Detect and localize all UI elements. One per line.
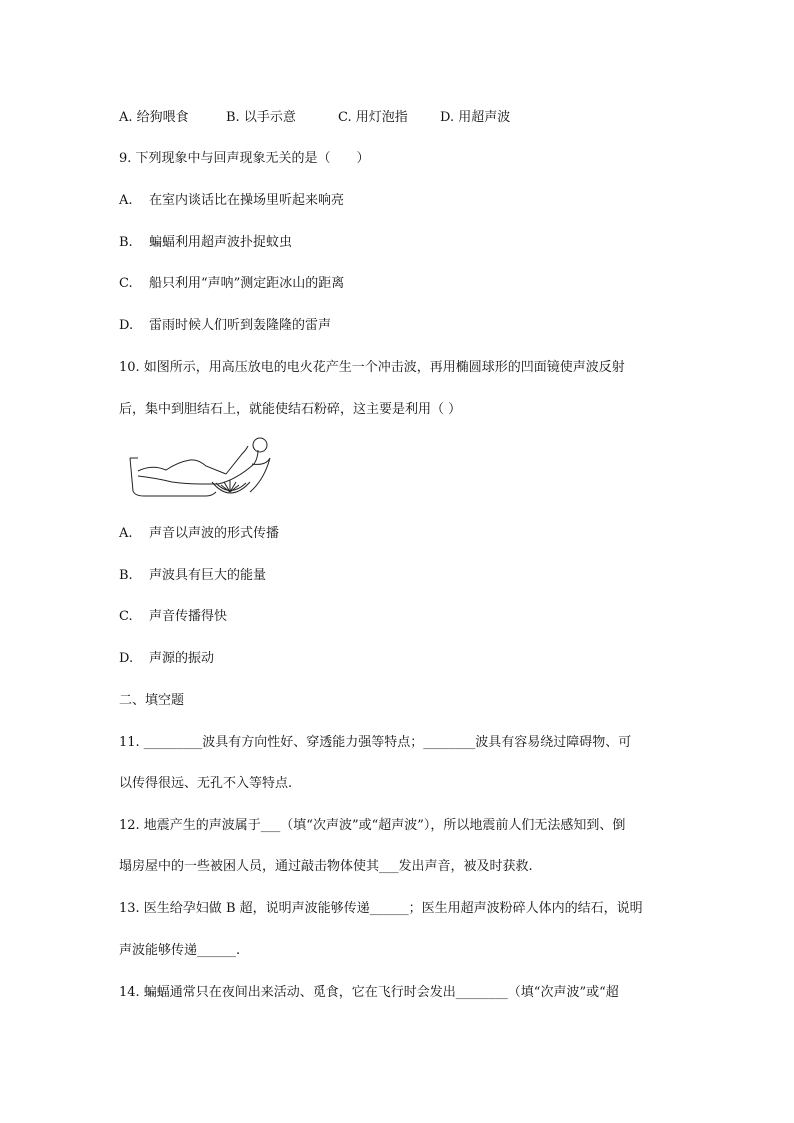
option-text: 雷雨时候人们听到轰隆隆的雷声 xyxy=(149,318,332,333)
person-legs-lower xyxy=(138,476,218,484)
option-label: D. xyxy=(119,318,134,333)
q8-option-a: A. 给狗喂食 xyxy=(119,110,189,125)
q13-line1: 13. 医生给孕妇做 B 超，说明声波能够传递______；医生用超声波粉碎人体内的结石，说明 xyxy=(119,901,643,916)
q12-line1: 12. 地震产生的声波属于___（填“次声波”或“超声波”），所以地震前人们无法感知到、倒 xyxy=(119,818,626,833)
q9-option-a xyxy=(119,192,344,210)
q10-option-a xyxy=(119,525,279,543)
person-torso xyxy=(226,446,248,474)
option-text: 声音传播得快 xyxy=(149,609,228,624)
q8-options xyxy=(119,109,510,127)
option-label: C. xyxy=(119,609,133,624)
q10-option-b xyxy=(119,567,266,585)
tub-right xyxy=(250,458,270,492)
option-text: 蝙蝠利用超声波扑捉蚊虫 xyxy=(149,235,293,250)
q14-line1: 14. 蝙蝠通常只在夜间出来活动、觅食，它在飞行时会发出________（填“次声波”或“超 xyxy=(119,985,619,1000)
q13-line2: 声波能够传递______. xyxy=(119,943,241,958)
q12-line2: 塌房屋中的一些被困人员，通过敲击物体使其___发出声音，被及时获救. xyxy=(119,859,533,874)
q9-option-b xyxy=(119,234,292,252)
focus-lines xyxy=(221,480,239,492)
option-label: C. xyxy=(119,276,133,291)
q11-line2: 以传得很远、无孔不入等特点. xyxy=(119,776,293,791)
option-text: 船只利用“声呐”测定距冰山的距离 xyxy=(149,276,345,291)
q9-stem: 9. 下列现象中与回声现象无关的是（ ） xyxy=(119,151,370,166)
option-text: 声音以声波的形式传播 xyxy=(149,526,280,541)
q9-option-d xyxy=(119,317,331,335)
lithotripsy-figure xyxy=(126,436,276,498)
q8-option-c: C. 用灯泡指 xyxy=(338,110,408,125)
person-legs xyxy=(138,460,226,474)
option-label: D. xyxy=(119,651,134,666)
option-text: 声源的振动 xyxy=(149,651,215,666)
person-head xyxy=(253,438,267,452)
q10-option-c xyxy=(119,608,227,626)
q11-line1: 11. _________波具有方向性好、穿透能力强等特点；________波具有容易绕过障碍物、可 xyxy=(119,735,632,750)
q9-option-c xyxy=(119,275,344,293)
option-label: B. xyxy=(119,235,133,250)
q10-option-d xyxy=(119,650,214,668)
q8-option-d: D. 用超声波 xyxy=(440,110,511,125)
q10-stem-line1: 10. 如图所示，用高压放电的电火花产生一个冲击波，再用椭圆球形的凹面镜使声波反射 xyxy=(119,360,625,375)
option-text: 声波具有巨大的能量 xyxy=(149,568,267,583)
option-text: 在室内谈话比在操场里听起来响亮 xyxy=(149,193,345,208)
section-title: 二、填空题 xyxy=(119,693,185,708)
q10-stem-line2: 后，集中到胆结石上，就能使结石粉碎，这主要是利用（ ） xyxy=(119,402,462,417)
option-label: B. xyxy=(119,568,133,583)
option-label: A. xyxy=(119,193,133,208)
option-label: A. xyxy=(119,526,133,541)
person-back xyxy=(218,450,258,484)
q8-option-b: B. 以手示意 xyxy=(226,110,296,125)
